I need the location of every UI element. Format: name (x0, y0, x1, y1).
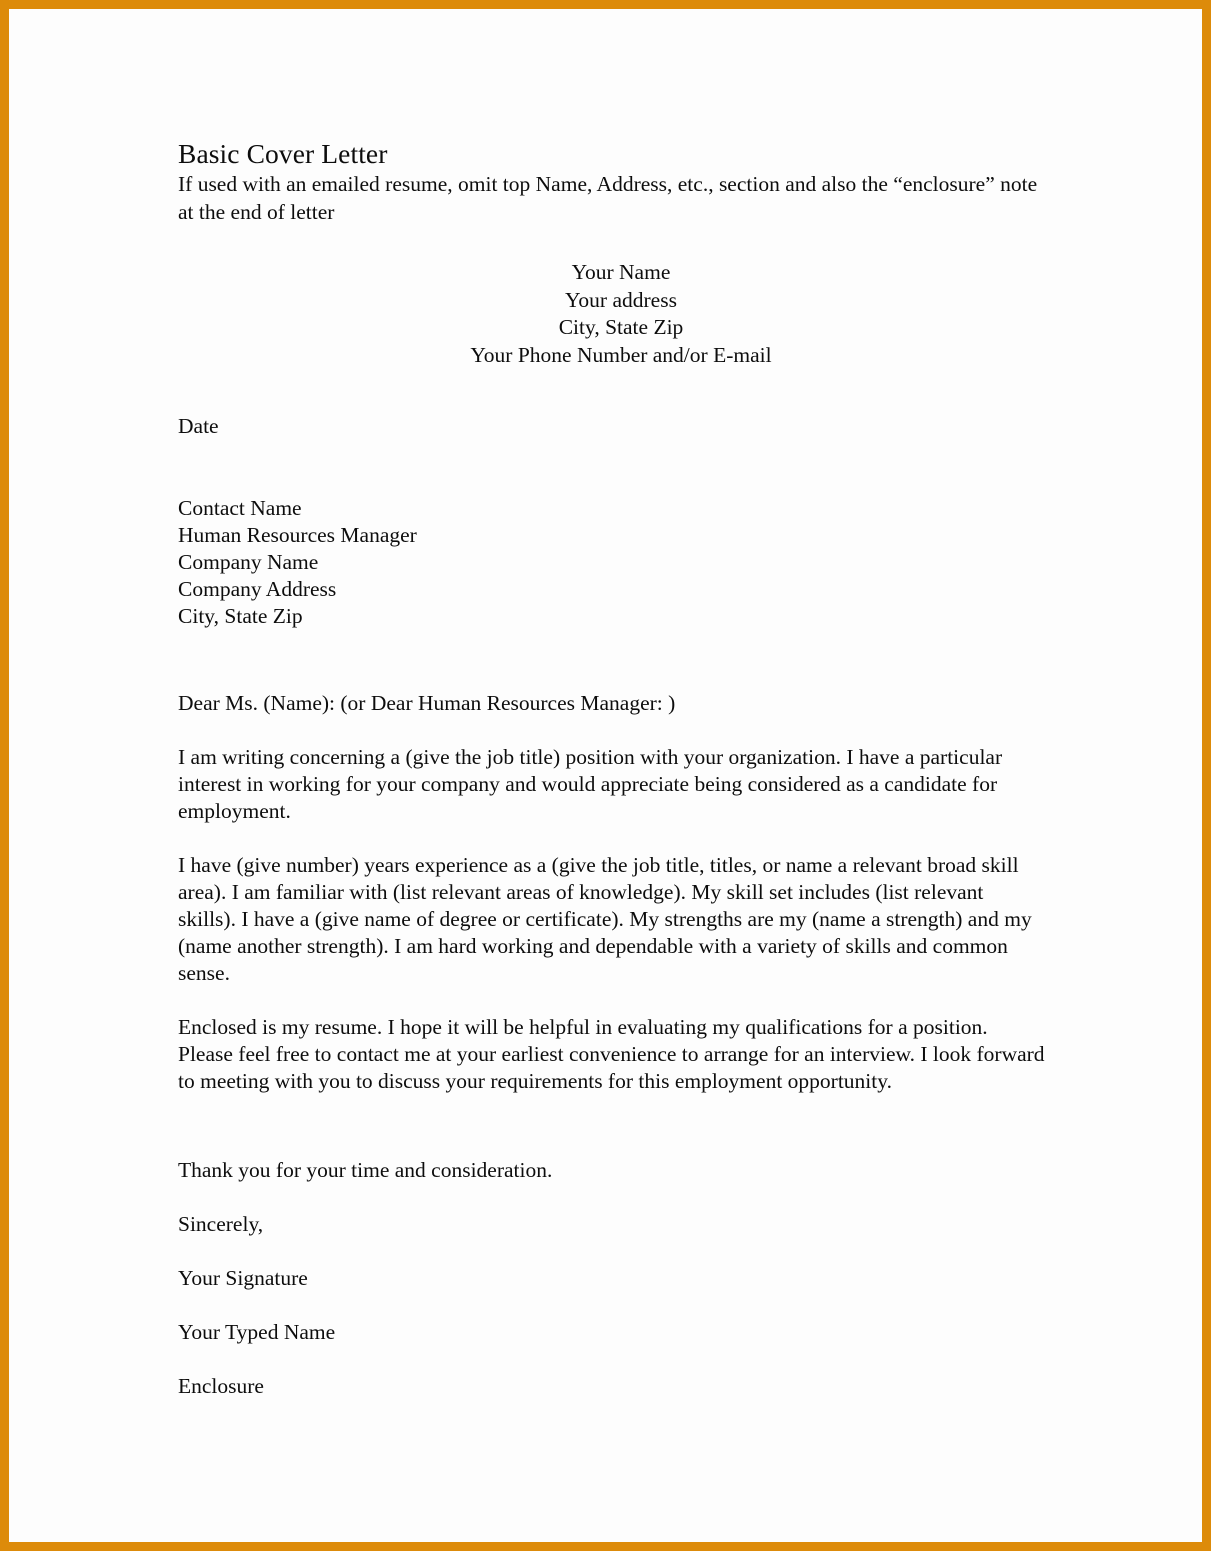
cover-letter-content (178, 137, 1046, 1400)
recipient-company-name: Company Name (178, 550, 319, 574)
salutation-line: Dear Ms. (Name): (or Dear Human Resources Manager: ) (178, 691, 676, 715)
date-line: Date (178, 414, 219, 438)
body-paragraph-1: I am writing concerning a (give the job title) position with your organization. I have a particular interest in working for your company and would appreciate being considered as a candidate for employment. (178, 745, 1003, 823)
recipient-job-title: Human Resources Manager (178, 523, 417, 547)
body-paragraph-3: Enclosed is my resume. I hope it will be helpful in evaluating my qualifications for a position. Please feel free to contact me at your earliest convenience to arrange for an interview. I look forward to meeting with you to discuss your requirements for this employment opportunity. (178, 1015, 1045, 1093)
recipient-city-state-zip: City, State Zip (178, 604, 303, 628)
sender-address: Your address (565, 287, 677, 312)
sign-off-line: Sincerely, (178, 1212, 264, 1236)
sender-name: Your Name (571, 260, 671, 284)
closing-thanks-line: Thank you for your time and consideration. (178, 1158, 553, 1182)
signature-placeholder: Your Signature (178, 1266, 308, 1290)
recipient-company-address: Company Address (178, 577, 337, 601)
enclosure-note: Enclosure (178, 1374, 264, 1398)
typed-name-placeholder: Your Typed Name (178, 1320, 336, 1344)
recipient-contact-name: Contact Name (178, 496, 302, 520)
recipient-address-block (178, 495, 1046, 630)
page-title: Basic Cover Letter (178, 138, 388, 169)
sender-phone-or-email: Your Phone Number and/or E-mail (470, 342, 772, 367)
body-paragraph-2: I have (give number) years experience as a (give the job title, titles, or name a relevant broad skill area). I am familiar with (list relevant areas of knowledge). My skill set includes (list relevant skills). I have a (give name of degree or certificate). My strengths are my (name a strength) and my (name another strength). I am hard working and dependable with a variety of skills and common sense. (178, 853, 1032, 985)
document-subtitle: If used with an emailed resume, omit top Name, Address, etc., section and also the “enclosure” note at the end of letter (178, 172, 1038, 224)
document-page (9, 9, 1202, 1542)
sender-city-state-zip: City, State Zip (558, 315, 684, 339)
sender-address-block (178, 259, 1046, 369)
